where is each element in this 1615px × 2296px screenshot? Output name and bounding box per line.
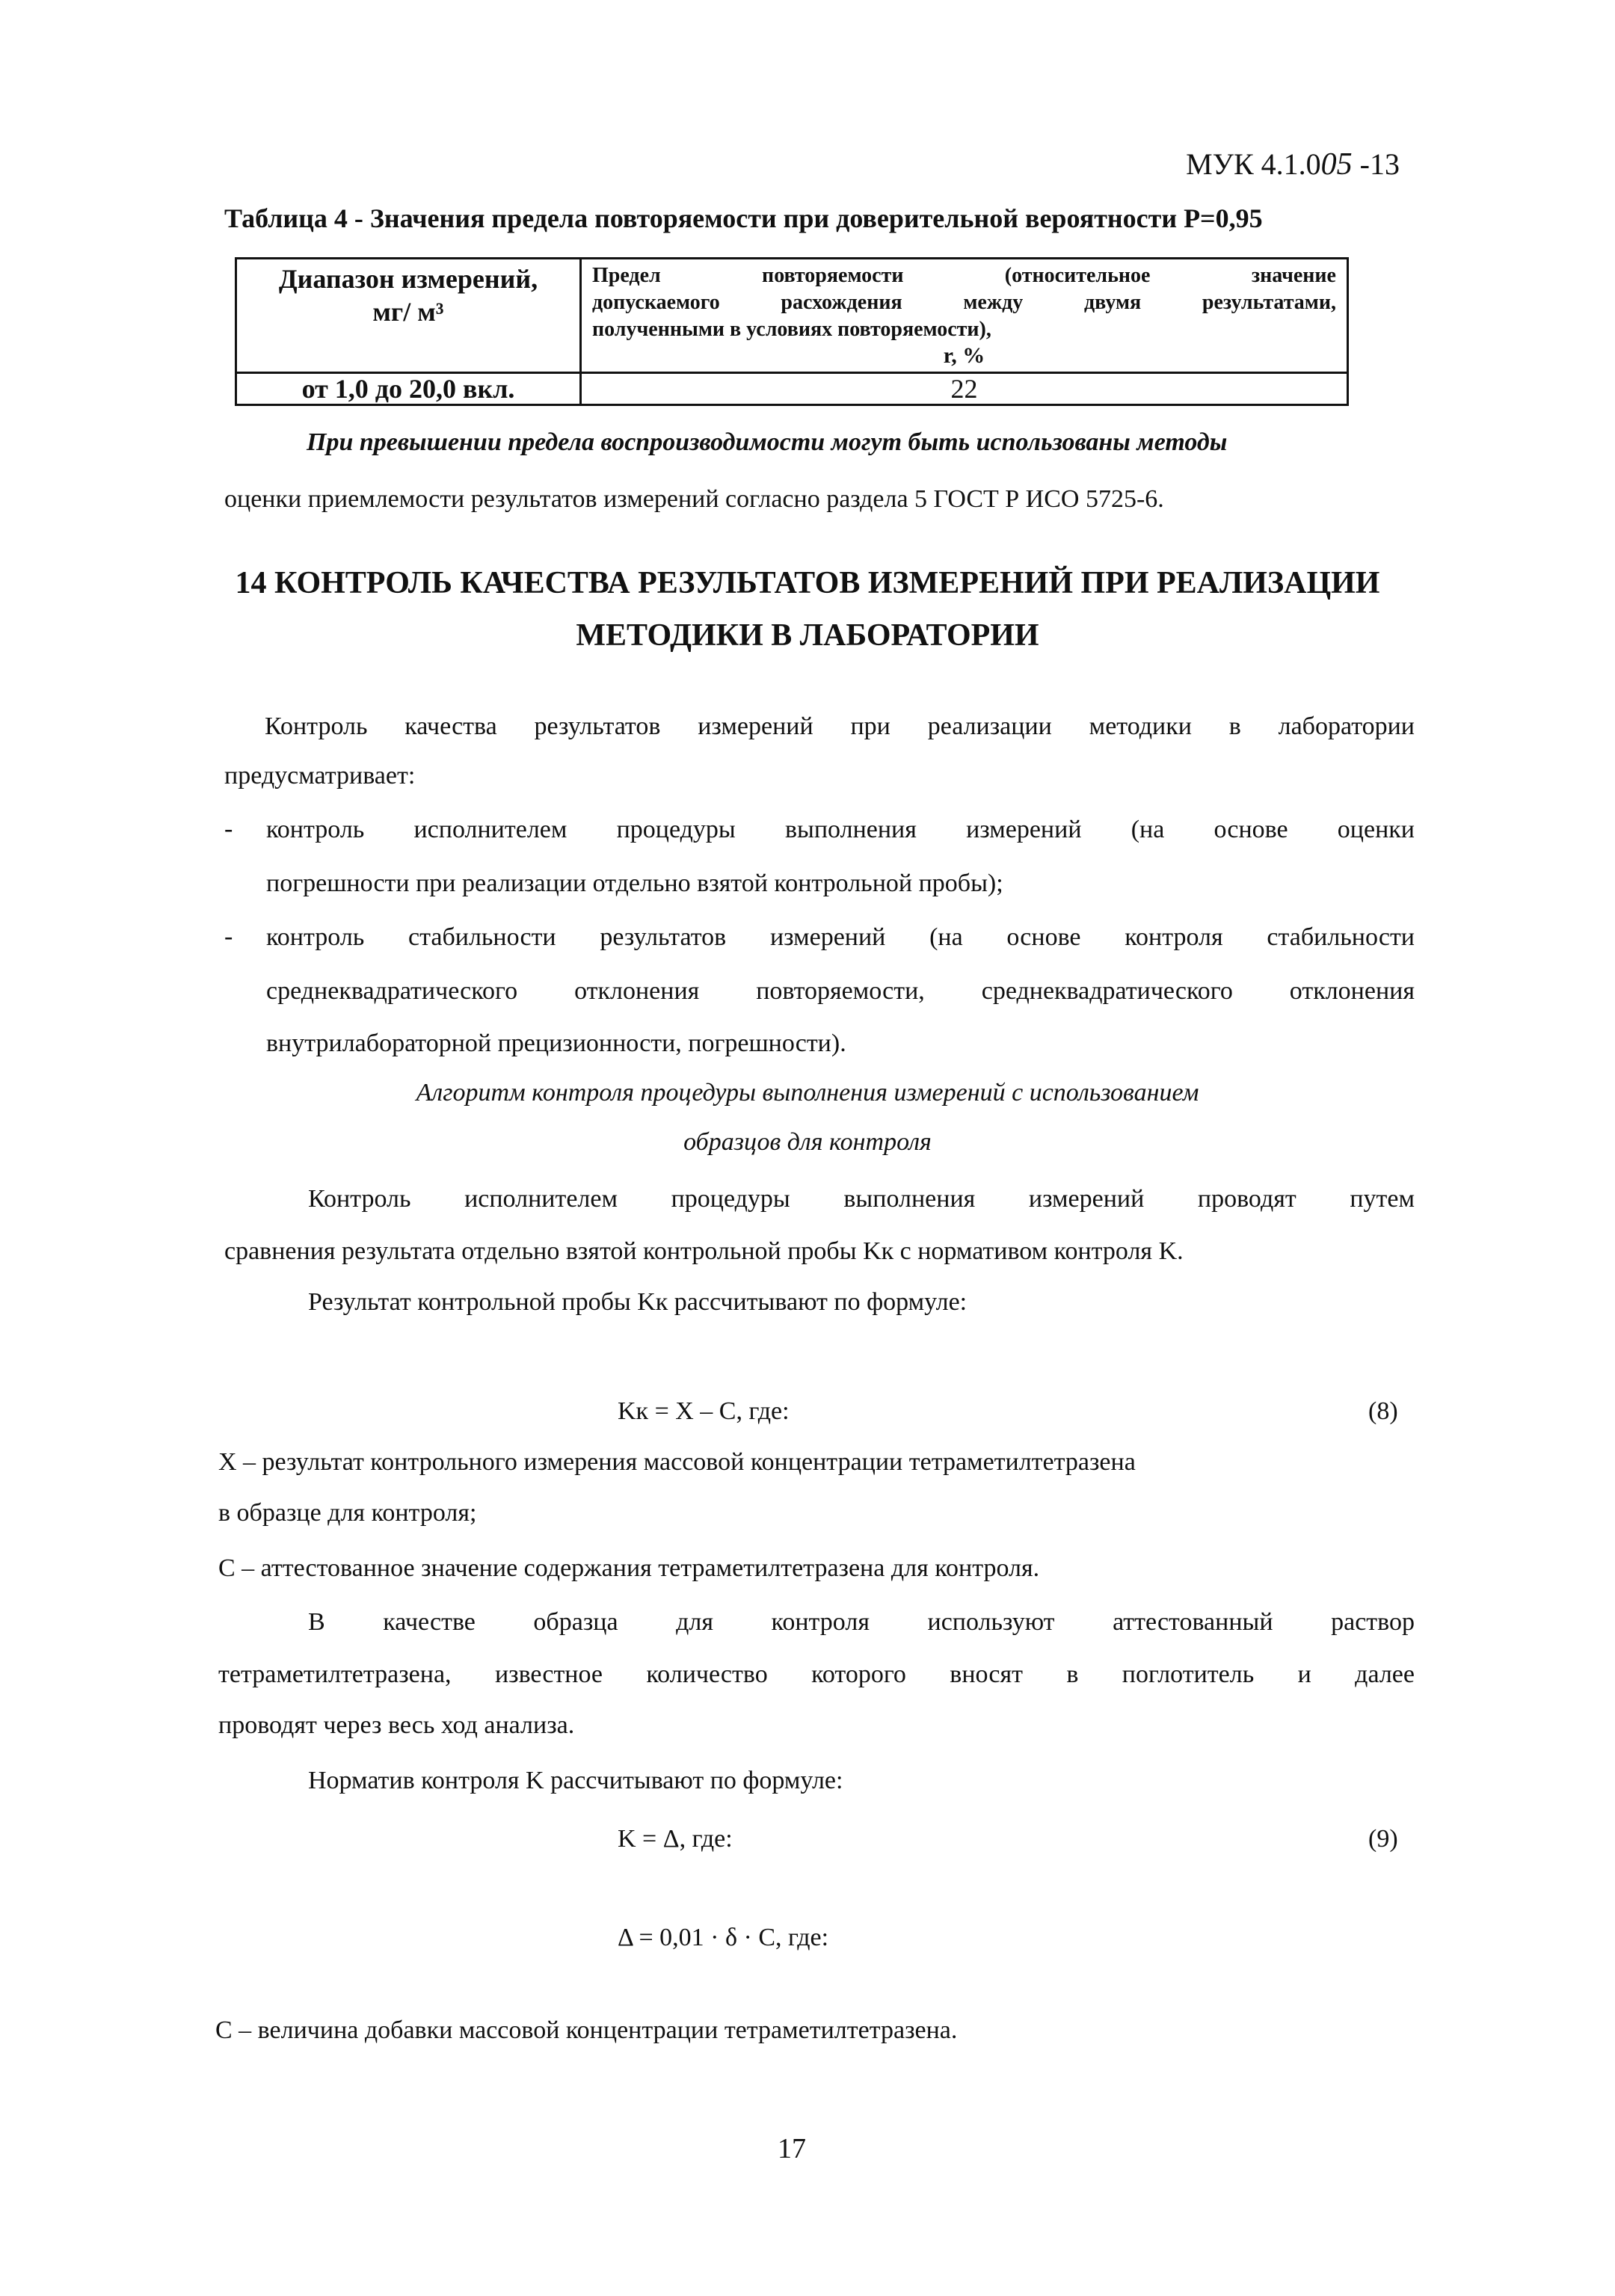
bullet-dash: - xyxy=(224,923,233,950)
para3-line-2: тетраметилтетразена, известное количество которого вносят в поглотитель и далее xyxy=(218,1661,1415,1688)
note-line-2: оценки приемлемости результатов измерений согласно раздела 5 ГОСТ Р ИСО 5725-6. xyxy=(224,485,1164,513)
table-header-row xyxy=(236,259,1348,373)
doc-code-suffix: -13 xyxy=(1359,147,1400,181)
cell-range: от 1,0 до 20,0 вкл. xyxy=(236,373,581,405)
section-heading-line-1: 14 КОНТРОЛЬ КАЧЕСТВА РЕЗУЛЬТАТОВ ИЗМЕРЕНИЙ ПРИ РЕАЛИЗАЦИИ xyxy=(235,566,1380,600)
formula-8-number: (8) xyxy=(1368,1397,1398,1425)
col-limit-header-symbol: r, % xyxy=(943,343,985,368)
bullet2-line-1: контроль стабильности результатов измерений (на основе контроля стабильности xyxy=(266,923,1415,951)
note-line-1: При превышении предела воспроизводимости могут быть использованы методы xyxy=(307,428,1228,456)
page-number: 17 xyxy=(778,2133,806,2164)
col-range-header-unit: мг/ м³ xyxy=(372,297,444,327)
para1-line-1: Контроль исполнителем процедуры выполнения измерений проводят путем xyxy=(308,1185,1415,1213)
col-limit-header xyxy=(581,259,1348,373)
algorithm-title-line-1: Алгоритм контроля процедуры выполнения измерений с использованием xyxy=(416,1079,1199,1107)
document-code xyxy=(1186,147,1400,182)
col-limit-header-line1: Предел повторяемости (относительное значение xyxy=(592,264,1336,287)
def-x-line-1: X – результат контрольного измерения массовой концентрации тетраметилтетразена xyxy=(218,1448,1136,1476)
col-range-header xyxy=(236,259,581,373)
def-c-addition: C – величина добавки массовой концентрации тетраметилтетразена. xyxy=(215,2016,958,2044)
doc-code-prefix: МУК 4.1.0 xyxy=(1186,147,1321,181)
repeatability-table xyxy=(235,257,1349,406)
bullet2-line-3: внутрилабораторной прецизионности, погрешности). xyxy=(266,1029,846,1057)
intro-line-1: Контроль качества результатов измерений при реализации методики в лаборатории xyxy=(265,713,1415,740)
bullet1-line-2: погрешности при реализации отдельно взятой контрольной пробы); xyxy=(266,870,1003,897)
def-c: C – аттестованное значение содержания тетраметилтетразена для контроля. xyxy=(218,1554,1040,1582)
bullet2-line-2: среднеквадратического отклонения повторяемости, среднеквадратического отклонения xyxy=(266,977,1415,1005)
para3-line-1: В качестве образца для контроля используют аттестованный раствор xyxy=(308,1608,1415,1636)
table-row xyxy=(236,373,1348,405)
formula-delta: Δ = 0,01 · δ · C, где: xyxy=(618,1924,829,1951)
col-limit-header-line2: допускаемого расхождения между двумя результатами, xyxy=(592,291,1336,314)
col-limit-header-line3: полученными в условиях повторяемости), xyxy=(592,318,991,341)
bullet-dash: - xyxy=(224,815,233,843)
table-caption: Таблица 4 - Значения предела повторяемости при доверительной вероятности P=0,95 xyxy=(224,203,1263,233)
def-x-line-2: в образце для контроля; xyxy=(218,1499,477,1527)
cell-limit-value: 22 xyxy=(581,373,1348,405)
para4: Норматив контроля K рассчитывают по формуле: xyxy=(308,1767,843,1794)
para2: Результат контрольной пробы Kк рассчитывают по формуле: xyxy=(308,1288,968,1316)
col-range-header-line1: Диапазон измерений, xyxy=(278,264,538,294)
doc-code-handwritten: 05 xyxy=(1320,147,1353,182)
bullet1-line-1: контроль исполнителем процедуры выполнения измерений (на основе оценки xyxy=(266,816,1415,843)
formula-8: Kк = X – C, где: xyxy=(618,1397,790,1425)
formula-9: K = Δ, где: xyxy=(618,1825,733,1853)
formula-9-number: (9) xyxy=(1368,1825,1398,1853)
section-heading-line-2: МЕТОДИКИ В ЛАБОРАТОРИИ xyxy=(576,618,1039,653)
para3-line-3: проводят через весь ход анализа. xyxy=(218,1711,575,1739)
algorithm-title-line-2: образцов для контроля xyxy=(683,1128,932,1156)
para1-line-2: сравнения результата отдельно взятой контрольной пробы Kк с нормативом контроля K. xyxy=(224,1237,1184,1265)
intro-line-2: предусматривает: xyxy=(224,762,416,790)
